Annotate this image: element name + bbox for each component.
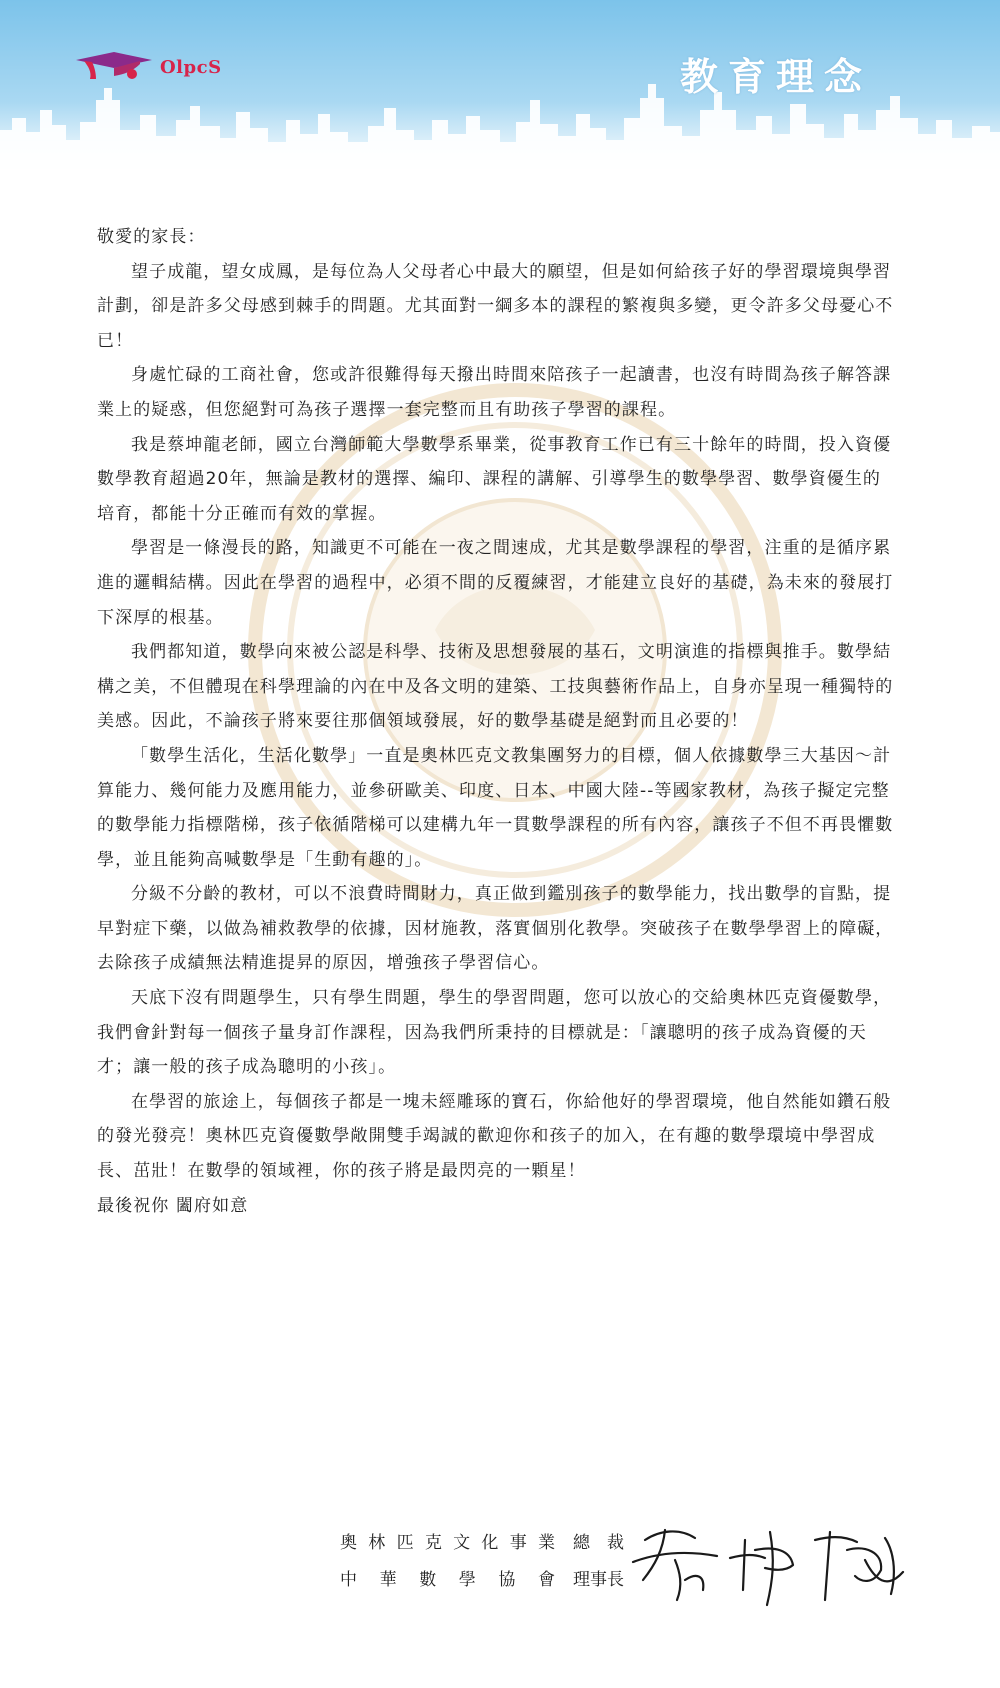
salutation: 敬愛的家長： <box>97 227 206 247</box>
page-header <box>0 0 1000 185</box>
graduation-cap-icon <box>74 52 154 82</box>
signer-role: 理事長 <box>573 1570 624 1590</box>
paragraph: 望子成龍，望女成鳳，是每位為人父母者心中最大的願望，但是如何給孩子好的學習環境與學習計劃，卻是許多父母感到棘手的問題。尤其面對一綱多本的課程的繁複與多變，更令許多父母憂心不已！ <box>97 261 894 351</box>
signer-title-row <box>340 1562 624 1599</box>
signature-block <box>340 1525 624 1599</box>
paragraph: 我是蔡坤龍老師，國立台灣師範大學數學系畢業，從事教育工作已有三十餘年的時間，投入資優數學教育超過20年，無論是教材的選擇、編印、課程的講解、引導學生的數學學習、數學資優生的培育，都能十分正確而有效的掌握。 <box>97 434 892 524</box>
paragraph: 學習是一條漫長的路，知識更不可能在一夜之間速成，尤其是數學課程的學習，注重的是循序累進的邏輯結構。因此在學習的過程中，必須不間的反覆練習，才能建立良好的基礎，為未來的發展打下深厚的根基。 <box>97 538 894 628</box>
paragraph: 我們都知道，數學向來被公認是科學、技術及思想發展的基石，文明演進的指標與推手。數學結構之美，不但體現在科學理論的內在中及各文明的建築、工技與藝術作品上，自身亦呈現一種獨特的美感。因此，不論孩子將來要往那個領域發展，好的數學基礎是絕對而且必要的！ <box>97 642 894 732</box>
paragraph: 身處忙碌的工商社會，您或許很難得每天撥出時間來陪孩子一起讀書，也沒有時間為孩子解答課業上的疑惑，但您絕對可為孩子選擇一套完整而且有助孩子學習的課程。 <box>97 365 892 420</box>
paragraph: 在學習的旅途上，每個孩子都是一塊未經雕琢的寶石，你給他好的學習環境，他自然能如鑽石般的發光發亮！奧林匹克資優數學敞開雙手竭誠的歡迎你和孩子的加入，在有趣的數學環境中學習成長、茁壯！在數學的領域裡，你的孩子將是最閃亮的一顆星！ <box>97 1091 892 1182</box>
page-title: 教育理念 <box>679 54 872 99</box>
signer-organization: 奧林匹克文化事業 <box>340 1533 555 1553</box>
closing-line: 最後祝你 闔府如意 <box>97 1195 249 1216</box>
logo-text: OlpcS <box>160 56 222 78</box>
paragraph: 天底下沒有問題學生，只有學生問題，學生的學習問題，您可以放心的交給奧林匹克資優數學，我們會針對每一個孩子量身訂作課程，因為我們所秉持的目標就是：「讓聰明的孩子成為資優的天才；讓一般的孩子成為聰明的小孩」。 <box>97 988 892 1078</box>
signer-title-row <box>340 1525 624 1562</box>
letter-body <box>97 220 897 1223</box>
handwritten-signature <box>625 1510 915 1610</box>
paragraph: 分級不分齡的教材，可以不浪費時間財力，真正做到鑑別孩子的數學能力，找出數學的盲點，提早對症下藥，以做為補救教學的依據，因材施教，落實個別化教學。突破孩子在數學學習上的障礙，去除孩子成績無法精進提昇的原因，增強孩子學習信心。 <box>97 884 894 974</box>
signer-role: 總 裁 <box>573 1533 624 1553</box>
signer-organization: 中華數學協會 <box>340 1570 555 1590</box>
olpcs-logo <box>74 52 222 82</box>
paragraph: 「數學生活化，生活化數學」一直是奧林匹克文教集團努力的目標，個人依據數學三大基因～計算能力、幾何能力及應用能力，並參研歐美、印度、日本、中國大陸--等國家教材，為孩子擬定完整的數學能力指標階梯，孩子依循階梯可以建構九年一貫數學課程的所有內容，讓孩子不但不再畏懼數學，並且能夠高喊數學是「生動有趣的」。 <box>97 745 894 870</box>
